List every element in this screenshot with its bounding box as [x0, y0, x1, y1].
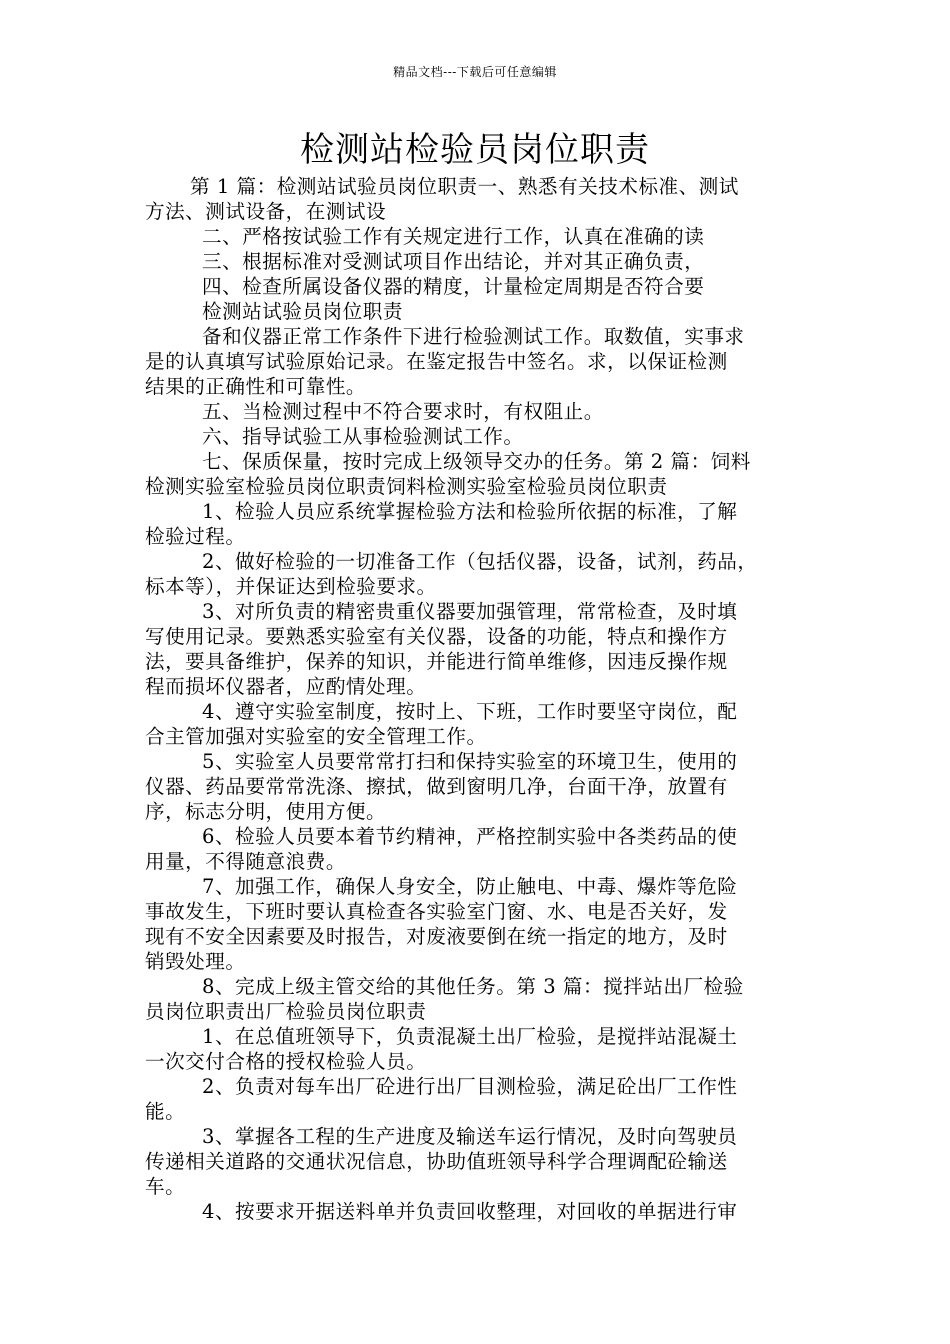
text-line: 员岗位职责出厂检验员岗位职责 — [145, 1000, 427, 1023]
text-line: 1、检验人员应系统掌握检验方法和检验所依据的标准，了解 — [202, 500, 738, 523]
text-line: 二、严格按试验工作有关规定进行工作，认真在准确的读 — [202, 225, 705, 248]
text-line: 合主管加强对实验室的安全管理工作。 — [145, 725, 487, 748]
text-line: 6、检验人员要本着节约精神，严格控制实验中各类药品的使 — [202, 825, 738, 848]
text-line: 写使用记录。要熟悉实验室有关仪器，设备的功能，特点和操作方 — [145, 625, 728, 648]
text-line: 程而损坏仪器者，应酌情处理。 — [145, 675, 427, 698]
text-line: 7、加强工作，确保人身安全，防止触电、中毒、爆炸等危险 — [202, 875, 738, 898]
text-line: 五、当检测过程中不符合要求时，有权阻止。 — [202, 400, 604, 423]
text-line: 3、掌握各工程的生产进度及输送车运行情况，及时向驾驶员 — [202, 1125, 738, 1148]
text-line: 5、实验室人员要常常打扫和保持实验室的环境卫生，使用的 — [202, 750, 738, 773]
text-line: 2、负责对每车出厂砼进行出厂目测检验，满足砼出厂工作性 — [202, 1075, 738, 1098]
text-line: 法，要具备维护，保养的知识，并能进行简单维修，因违反操作规 — [145, 650, 728, 673]
text-line: 四、检查所属设备仪器的精度，计量检定周期是否符合要 — [202, 275, 705, 298]
text-line: 方法、测试设备，在测试设 — [145, 200, 387, 223]
text-line: 仪器、药品要常常洗涤、擦拭，做到窗明几净，台面干净，放置有 — [145, 775, 728, 798]
text-line: 1、在总值班领导下，负责混凝土出厂检验，是搅拌站混凝土 — [202, 1025, 738, 1048]
text-line: 第 1 篇：检测站试验员岗位职责一、熟悉有关技术标准、测试 — [190, 175, 739, 198]
text-line: 能。 — [145, 1100, 186, 1123]
text-line: 传递相关道路的交通状况信息，协助值班领导科学合理调配砼输送 — [145, 1150, 728, 1173]
page-header: 精品文档---下载后可任意编辑 — [393, 65, 557, 79]
text-line: 标本等），并保证达到检验要求。 — [145, 575, 437, 598]
text-line: 8、完成上级主管交给的其他任务。第 3 篇：搅拌站出厂检验 — [202, 975, 744, 998]
text-line: 序，标志分明，使用方便。 — [145, 800, 387, 823]
text-line: 4、按要求开据送料单并负责回收整理，对回收的单据进行审 — [202, 1200, 738, 1223]
text-line: 现有不安全因素要及时报告，对废液要倒在统一指定的地方，及时 — [145, 925, 728, 948]
text-line: 一次交付合格的授权检验人员。 — [145, 1050, 427, 1073]
text-line: 用量，不得随意浪费。 — [145, 850, 346, 873]
text-line: 七、保质保量，按时完成上级领导交办的任务。第 2 篇：饲料 — [202, 450, 751, 473]
text-line: 三、根据标准对受测试项目作出结论，并对其正确负责， — [202, 250, 705, 273]
text-line: 是的认真填写试验原始记录。在鉴定报告中签名。求，以保证检测 — [145, 350, 728, 373]
text-line: 事故发生，下班时要认真检查各实验室门窗、水、电是否关好，发 — [145, 900, 728, 923]
text-line: 3、对所负责的精密贵重仪器要加强管理，常常检查，及时填 — [202, 600, 738, 623]
text-line: 检测实验室检验员岗位职责饲料检测实验室检验员岗位职责 — [145, 475, 668, 498]
document-title: 检测站检验员岗位职责 — [300, 130, 650, 170]
text-line: 备和仪器正常工作条件下进行检验测试工作。取数值，实事求 — [202, 325, 745, 348]
text-line: 2、做好检验的一切准备工作（包括仪器，设备，试剂，药品， — [202, 550, 758, 573]
text-line: 结果的正确性和可靠性。 — [145, 375, 367, 398]
text-line: 销毁处理。 — [145, 950, 246, 973]
text-line: 4、遵守实验室制度，按时上、下班，工作时要坚守岗位，配 — [202, 700, 738, 723]
text-line: 车。 — [145, 1175, 186, 1198]
text-line: 六、指导试验工从事检验测试工作。 — [202, 425, 524, 448]
document-body — [145, 174, 810, 1224]
text-line: 检验过程。 — [145, 525, 246, 548]
text-line: 检测站试验员岗位职责 — [202, 300, 403, 323]
